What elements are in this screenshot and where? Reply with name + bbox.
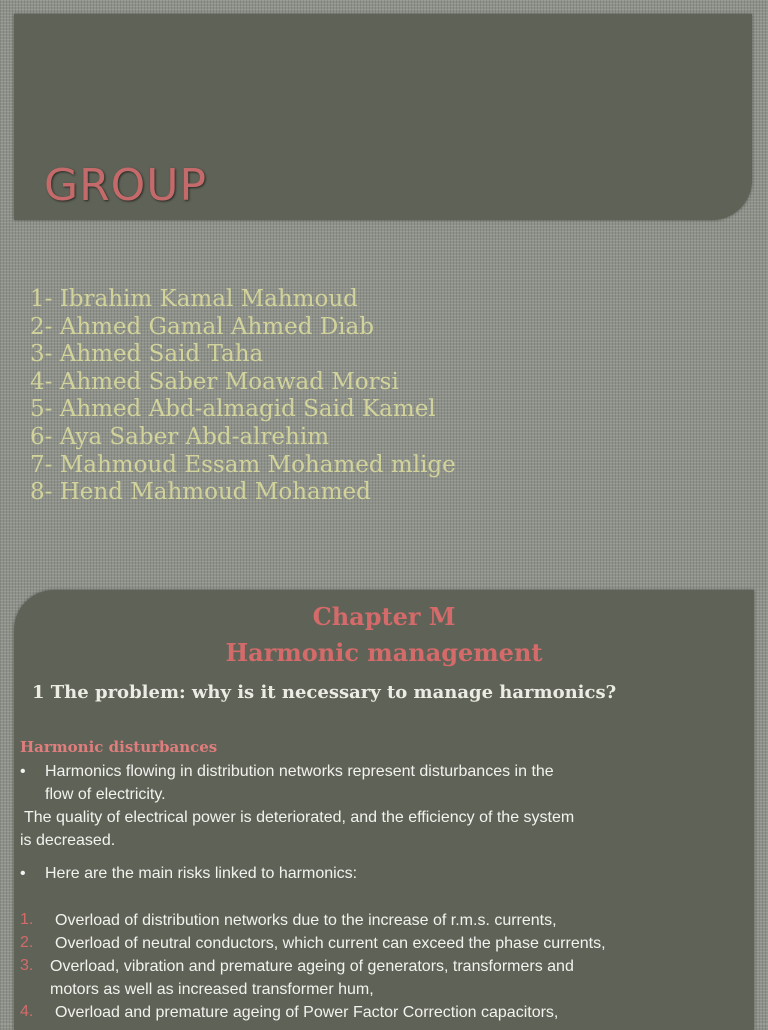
member-item: 7- Mahmoud Essam Mohamed mlige (30, 451, 456, 478)
member-list (30, 286, 456, 507)
risk-text: Overload of distribution networks due to the increase of r.m.s. currents, (55, 912, 557, 929)
bullet-text-cont: flow of electricity. (45, 786, 166, 803)
bullet-text: Here are the main risks linked to harmonics: (45, 865, 358, 882)
risk-text: Overload of neutral conductors, which current can exceed the phase currents, (55, 935, 606, 952)
bullet-text: Harmonics flowing in distribution networks represent disturbances in the (45, 763, 554, 780)
paragraph-text: The quality of electrical power is deteriorated, and the efficiency of the system (24, 809, 575, 826)
risk-number: 2. (20, 934, 34, 951)
slide-title: GROUP (44, 160, 208, 211)
member-item: 1- Ibrahim Kamal Mahmoud (30, 286, 358, 312)
section-label: Harmonic disturbances (20, 738, 218, 756)
member-item: 6- Aya Saber Abd-alrehim (30, 423, 329, 450)
section-subheading: 1 The problem: why is it necessary to manage harmonics? (32, 682, 617, 703)
risk-text: Overload and premature ageing of Power Factor Correction capacitors, (55, 1004, 559, 1021)
bullet-glyph: • (20, 865, 26, 882)
chapter-title: Harmonic management (225, 638, 543, 667)
member-item: 2- Ahmed Gamal Ahmed Diab (30, 313, 374, 340)
paragraph-text-cont: is decreased. (20, 832, 116, 849)
risk-text: Overload, vibration and premature ageing of generators, transformers and (50, 958, 574, 975)
risk-number: 3. (20, 957, 34, 974)
member-item: 4- Ahmed Saber Moawad Morsi (30, 368, 399, 395)
member-item: 5- Ahmed Abd-almagid Said Kamel (30, 396, 436, 423)
member-item: 8- Hend Mahmoud Mohamed (30, 479, 371, 506)
risk-number: 4. (20, 1003, 34, 1020)
member-item: 3- Ahmed Said Taha (30, 341, 264, 368)
chapter-heading: Chapter M (312, 602, 456, 631)
risk-text-cont: motors as well as increased transformer hum, (50, 981, 374, 998)
bullet-glyph: • (20, 763, 26, 780)
risk-number: 1. (20, 911, 34, 928)
